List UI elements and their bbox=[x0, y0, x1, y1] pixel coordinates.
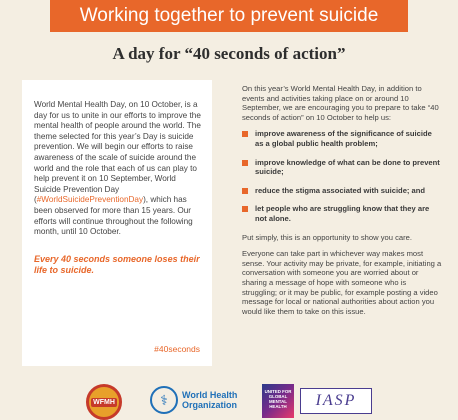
intro-text-part2: ), which has been observed for more than 15 years. Our efforts will continue throughout the following month, until 10 October. bbox=[34, 195, 193, 237]
intro-card bbox=[22, 80, 212, 366]
list-item-text: let people who are struggling know that they are not alone. bbox=[255, 204, 430, 223]
intro-text-part1: World Mental Health Day, on 10 October, is a day for us to unite in our efforts to improve the mental health of people around the world. The theme selected for this year’s Day is suicide prevention. We will begin our efforts to raise awareness of the scale of suicide around the world and the role that each of us can play to help prevent it on 10 September, World Suicide Prevention Day ( bbox=[34, 100, 201, 205]
who-line-1: World Health bbox=[182, 390, 238, 400]
who-logo bbox=[150, 386, 237, 414]
list-item-text: reduce the stigma associated with suicide; and bbox=[255, 185, 426, 195]
list-item bbox=[242, 158, 442, 177]
list-item-text: improve knowledge of what can be done to prevent suicide; bbox=[255, 157, 440, 177]
world-suicide-prevention-hashtag[interactable]: #WorldSuicidePreventionDay bbox=[36, 195, 144, 205]
bullet-square-icon bbox=[242, 131, 248, 137]
list-item-text: improve awareness of the significance of suicide as a global public health problem; bbox=[255, 129, 432, 148]
bullet-square-icon bbox=[242, 206, 248, 212]
bullet-square-icon bbox=[242, 188, 248, 194]
title-banner: Working together to prevent suicide bbox=[50, 0, 408, 32]
page-subtitle: A day for “40 seconds of action” bbox=[112, 44, 346, 63]
who-emblem-icon: ⚕ bbox=[150, 386, 178, 414]
list-item bbox=[242, 204, 442, 223]
partner-logos bbox=[0, 378, 458, 420]
action-list bbox=[242, 129, 442, 223]
everyone-paragraph: Everyone can take part in whichever way makes most sense. Your activity may be private, for example, initiating a conversation with someone you are worried about or sharing a message of hope with someone who is struggling; or it may be public, for example posting a video message for local or national authorities about action you would like them to take on this issue. bbox=[242, 249, 442, 316]
wfmh-logo-text: WFMH bbox=[93, 398, 115, 406]
bullet-square-icon bbox=[242, 160, 248, 166]
details-column bbox=[242, 84, 442, 323]
who-logo-text bbox=[182, 390, 237, 410]
who-line-2: Organization bbox=[182, 400, 238, 410]
statistic-quote: Every 40 seconds someone loses their life to suicide. bbox=[34, 253, 200, 275]
list-item bbox=[242, 129, 442, 148]
intro-text bbox=[34, 100, 202, 238]
hashtag-40seconds: #40seconds bbox=[154, 344, 200, 354]
iasp-logo: IASP bbox=[300, 388, 372, 414]
intro-paragraph: On this year’s World Mental Health Day, in addition to events and activities taking place on or around 10 September, we are encouraging you to prepare to take “40 seconds of action” on 10 October to help us: bbox=[242, 84, 439, 122]
list-item bbox=[242, 186, 442, 196]
wfmh-logo bbox=[86, 384, 122, 420]
united-for-global-mental-health-logo: UNITED FOR GLOBAL MENTAL HEALTH bbox=[262, 384, 294, 418]
simply-paragraph: Put simply, this is an opportunity to show you care. bbox=[242, 232, 412, 242]
